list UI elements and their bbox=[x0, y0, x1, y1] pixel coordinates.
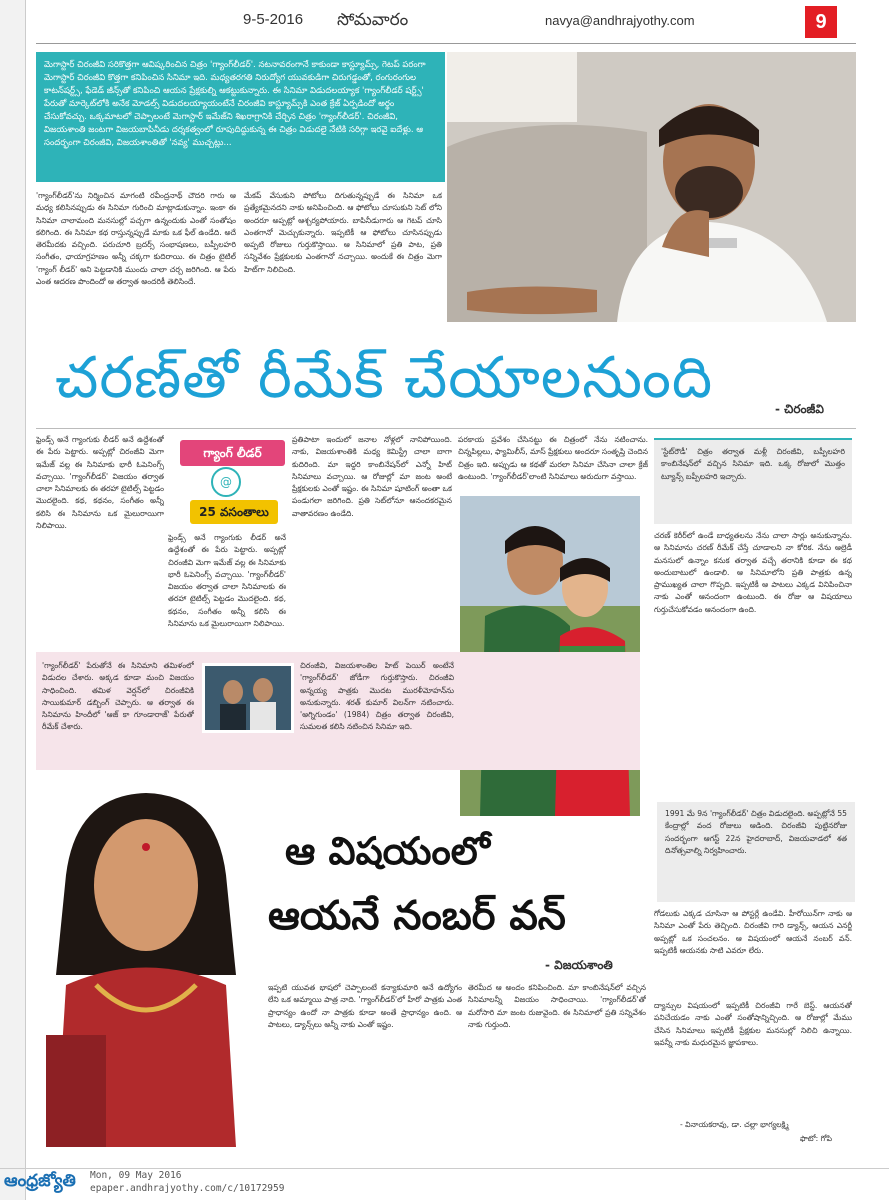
article-column-bottom-1: ఇప్పటి యువత భాషలో చెప్పాలంటే కన్యాకుమారి అనే ఉద్యోగం లేని ఒక అమ్మాయి పాత్ర నాది. 'గ్యాంగ్‌లీడర్'లో హీరో పాత్రకు ఎంత ప్రాధాన్యం ఉందో నా పాత్రకు కూడా అంతే ప్రాధాన్యం ఉంది. ఆ పాటలు, డ్యాన్స్‌లు అన్నీ నాకు ఎంతో ఇష్టం. bbox=[268, 983, 462, 1029]
secondary-headline-line1: ఆ విషయంలో bbox=[285, 829, 490, 873]
article-column-bottom-3b: ద్యాన్సుల విషయంలో ఇప్పటికీ చిరంజీవి గారే బెస్ట్. ఆయనతో పనిచేయడం నాకు ఎంతో సంతోషాన్నిచ్చింది. ఆ రోజుల్లో మేము చేసిన సినిమాలు ఇప్పటికీ ప్రేక్షకుల మనసుల్లో నిలిచి ఉన్నాయి. ఇవన్నీ నాకు మధురమైన జ్ఞాపకాలు. bbox=[654, 1001, 852, 1047]
pink-column-left: 'గ్యాంగ్‌లీడర్' పేరుతోనే ఈ సినిమాని తమిళంలో విడుదల చేశారు. అక్కడ కూడా మంచి విజయం సాధించింది. తమిళ వెర్షన్‌లో చిరంజీవికి సాయికుమార్ డబ్బింగ్ చెప్పారు. ఆ తర్వాత ఈ సినిమాను హిందీలో 'ఆజ్ కా గూండారాజ్' పేరుతో రీమేక్ చేశారు. bbox=[42, 661, 194, 732]
intro-text: మెగాస్టార్ చిరంజీవి సరికొత్తగా ఆవిష్కరించిన చిత్రం 'గ్యాంగ్‌లీడర్'. నటనావరంగానే కాకుండా కాస్ట్యూమ్స్, గెటప్ పరంగా మెగాస్టార్ చిరంజీవి కొత్తగా కనిపించిన సినిమా ఇది. మధ్యతరగతి నిరుద్యోగ యువకుడిగా చిరుగడ్డంతో, రంగురంగుల కాటన్‌షర్ట్స్, ఫేడెడ్ జీన్స్‌తో కనిపించి ఆయన ప్రేక్షకుల్ని ఆకట్టుకున్నారు. ఈ సినిమా విడుదలయ్యాక 'గ్యాంగ్‌లీడర్ షర్ట్స్' పేరుతో మార్కెట్‌లోకి అనేక మోడల్స్ విడుదలయ్యాయంటేనే చిరంజీవి కాస్ట్యూమ్స్‌కి ఎంత క్రేజ్ ఏర్పడిందో అర్థం చేసుకోవచ్చు. ఒక్కమాటలో చెప్పాలంటే మెగాస్టార్ ఇమేజ్‌ని శిఖరాగ్రానికి చేర్చిన చిత్రం 'గ్యాంగ్‌లీడర్'. చిరంజీవి, విజయశాంతి జంటగా విజయబాపినీడు దర్శకత్వంలో రూపుదిద్దుకున్న ఈ చిత్రం విడుదలై నేటికి సరిగ్గా ఇరవై ఐదేళ్లు. ఆ సందర్భంగా చిరంజీవి, విజయశాంతితో 'నవ్య' ముచ్చట్లు... bbox=[44, 60, 426, 148]
footer-date: Mon, 09 May 2016 bbox=[90, 1170, 182, 1181]
footer-meta bbox=[90, 1169, 284, 1195]
author-signoff: - వినాయకరావు, డా. చల్లా భాగ్యలక్ష్మి bbox=[680, 1120, 789, 1129]
article-column-mid-2: ప్రతిపాటా ఇందులో జనాల నోళ్లలో నానిపోయింది. నాకు, విజయశాంతికి మధ్య కెమిస్ట్రీ చాలా బాగా కుదిరింది. మా ఇద్దరి కాంబినేషన్‌లో ఎన్నో హిట్ సినిమాలు వచ్చాయి. ఆ రోజుల్లో మా జంట అంటే ప్రేక్షకులకు ఎంతో ఇష్టం. ఈ సినిమా షూటింగ్ అంతా ఒక పండుగలా జరిగింది. ప్రతి సెట్‌లోనూ ఆనందకరమైన వాతావరణం ఉండేది. bbox=[292, 435, 452, 518]
article-column-mid-3: పరకాయ ప్రవేశం చేసినట్టు ఈ చిత్రంలో నేను నటించాను. చిన్నపిల్లలు, ఫ్యామిలీస్, మాస్ ప్రేక్షకులు అందరూ సంతృప్తి చెందిన చిత్రం ఇది. అప్పుడు ఆ కథతో మరలా సినిమా చేసినా చాలా క్రేజ్ ఉంటుంది. 'గ్యాంగ్‌లీడర్'లాంటి సినిమాలు అరుదుగా వస్తాయి. bbox=[458, 435, 648, 481]
vijayashanti-portrait-photo bbox=[36, 775, 254, 1147]
article-column-right: చరణ్ కెరీర్‌లో ఉండే బాధ్యతలను నేను చాలా సార్లు అనుకున్నాను. ఆ సినిమాను చరణ్ రీమేక్ చేస్తే చూడాలని నా కోరిక. నేను ఆల్రెడీ మనసులో ఉన్నాం కనుక తర్వాత వచ్చే తరానికి కూడా ఈ కథ అందుబాటులో ఉండాలి. ఆ సినిమాలోని ప్రతి పాత్రకు ఉన్న ప్రాముఖ్యత చాలా గొప్పది. ఇప్పటికీ ఆ పాటలు ఎక్కడ వినిపించినా నాకు ఎంతో ఆనందంగా ఉంటుంది. ఈ రోజు ఆ విషయాలు గుర్తుచేసుకోవడం ఆనందంగా ఉంది. bbox=[654, 531, 852, 614]
article-column-top-left: 'గ్యాంగ్‌లీడర్'ను నిర్మించిన మాగంటి రవీంద్రనాథ్ చౌదరి గారు ఆ మధ్య కలిసినప్పుడు ఈ సినిమా గురించి మాట్లాడుకున్నాం. ఇంకా ఈ సినిమా చాలామంది మనసుల్లో పచ్చగా ఉన్నందుకు ఎంతో సంతోషం కలిగింది. ఈ సినిమా కథ రాస్తున్నప్పుడే మాకు ఒక ఫీల్ ఉండేది. అదే తెరమీదకు వచ్చింది. పరుచూరి బ్రదర్స్ సంభాషణలు, బప్పీలహరి సంగీతం, ఛాయాగ్రహణం అన్నీ చక్కగా కుదిరాయి. ఈ చిత్రం టైటిల్ 'గ్యాంగ్ లీడర్' అని పెట్టడానికి ముందు చాలా చర్చ జరిగింది. ఆ పేరు ఎంత ఆదరణ పొందిందో ఆ తర్వాత అందరికీ తెలిసిందే. bbox=[36, 191, 236, 287]
badge-at: @ bbox=[211, 467, 241, 497]
article-column-mid-1b: ఫ్రెండ్స్ అనే గ్యాంగుకు లీడర్ అనే ఉద్దేశంతో ఈ పేరు పెట్టారు. అప్పట్లో చిరంజీవి మెగా ఇమేజ్ వల్ల ఈ సినిమాకు భారీ ఓపెనింగ్స్ వచ్చాయి. 'గ్యాంగ్‌లీడర్' విజయం తర్వాత చాలా సినిమాలకు ఈ తరహా టైటిల్స్ పెట్టడం మొదలైంది. కథ, కథనం, సంగీతం అన్నీ కలిసి ఈ సినిమాను ఒక మైలురాయిగా నిలిపాయి. bbox=[168, 533, 286, 629]
footer-url[interactable]: epaper.andhrajyothy.com/c/10172959 bbox=[90, 1183, 285, 1194]
header-date: 9-5-2016 bbox=[243, 11, 304, 28]
header-email[interactable]: navya@andhrajyothy.com bbox=[545, 13, 695, 28]
footer-logo: ఆంధ్రజ్యోతి bbox=[4, 1171, 76, 1191]
release-info-text: 1991 మే 9న 'గ్యాంగ్‌లీడర్' చిత్రం విడుదలైంది. అప్పట్లోనే 55 కేంద్రాల్లో వంద రోజులు ఆడింది. చిరంజీవి పుట్టినరోజు సందర్భంగా ఆగస్ట్ 22న హైదరాబాద్, విజయవాడలో శత దినోత్సవాల్ని నిర్వహించారు. bbox=[665, 809, 847, 855]
side-info-text: 'స్టేట్‌రౌడీ' చిత్రం తర్వాత మళ్లీ చిరంజీవి, బప్పీలహరి కాంబినేషన్‌లో వచ్చిన సినిమా ఇది. ఒక్క రోజులో మొత్తం ట్యూన్స్ బప్పీలహరి ఇచ్చారు. bbox=[661, 447, 845, 481]
release-info-box bbox=[657, 802, 855, 902]
badge-years: 25 వసంతాలు bbox=[190, 500, 278, 524]
page-number: 9 bbox=[805, 6, 837, 38]
article-column-mid-1: ఫ్రెండ్స్ అనే గ్యాంగుకు లీడర్ అనే ఉద్దేశంతో ఈ పేరు పెట్టారు. అప్పట్లో చిరంజీవి మెగా ఇమేజ్ వల్ల ఈ సినిమాకు భారీ ఓపెనింగ్స్ వచ్చాయి. 'గ్యాంగ్‌లీడర్' విజయం తర్వాత చాలా సినిమాలకు ఈ తరహా టైటిల్స్ పెట్టడం మొదలైంది. కథ, కథనం, సంగీతం అన్నీ కలిసి ఈ సినిమాను ఒక మైలురాయిగా నిలిపాయి. bbox=[36, 435, 164, 531]
header-day: సోమవారం bbox=[337, 10, 409, 30]
secondary-headline-credit: - విజయశాంతి bbox=[545, 958, 613, 972]
main-headline-credit: - చిరంజీవి bbox=[775, 402, 824, 416]
header-divider bbox=[36, 43, 856, 44]
article-column-top-mid: మేకప్ వేసుకుని పోటోలు దిగుతున్నప్పుడే ఈ సినిమా ఒక ప్రత్యేకమైనదని నాకు అనిపించింది. ఆ ఫోటోలు చూసుకుని సెట్ లోని అందరూ అప్పట్లో ఆశ్చర్యపోయారు. బాపినీడుగారు ఆ గెటప్ చూసి ఎంతగానో మెచ్చుకున్నారు. ఇప్పటికీ ఆ ఫోటోలు చూసినప్పుడు అప్పటి రోజులు గుర్తుకొస్తాయి. ఆ సినిమాలో ప్రతి పాట, ప్రతి సన్నివేశం ప్రేక్షకులకు ఎంతగానో నచ్చాయి. అందుకే ఈ చిత్రం మెగా హిట్‌గా నిలిచింది. bbox=[244, 191, 442, 274]
page-edge-strip bbox=[0, 0, 26, 1200]
pink-column-mid: చిరంజీవి, విజయశాంతిల హిట్ పెయిర్ అంటేనే 'గ్యాంగ్‌లీడర్' జోడీగా గుర్తుకొస్తారు. చిరంజీవి అన్నయ్య పాత్రకు మొదట మురళీమోహన్‌ను అనుకున్నారు. శరత్ కుమార్ విలన్‌గా నటించారు. 'అగ్నిగుండం' (1984) చిత్రం తర్వాత చిరంజీవి, సుమలత కలిసి నటించిన సినిమా ఇది. bbox=[300, 661, 454, 732]
main-headline: చరణ్‌తో రీమేక్ చేయాలనుంది bbox=[55, 345, 714, 411]
small-inset-photo bbox=[202, 663, 294, 733]
intro-summary-box bbox=[36, 52, 445, 182]
article-column-bottom-3: గోడలుకు ఎక్కడ చూసినా ఆ పోస్టర్లే ఉండేవి. హీరోయిన్‌గా నాకు ఆ సినిమా ఎంతో పేరు తెచ్చింది. చిరంజీవి గారి డ్యాన్స్, ఆయన ఎనర్జీ అప్పట్లో ఒక సంచలనం. ఆ విషయంలో ఆయనే నంబర్ వన్. ఇప్పటికీ ఆయనకు సాటి ఎవరూ లేరు. bbox=[654, 909, 852, 955]
photo-credit: ఫొటో: గోపి bbox=[800, 1134, 833, 1143]
secondary-headline-line2: ఆయనే నంబర్ వన్ bbox=[268, 893, 566, 939]
headline-divider bbox=[36, 428, 856, 429]
side-info-box bbox=[654, 438, 852, 524]
article-column-bottom-2: తెరమీద ఆ అందం కనిపించింది. మా కాంబినేషన్‌లో వచ్చిన సినిమాలన్నీ విజయం సాధించాయి. 'గ్యాంగ్‌లీడర్'తో మరోసారి మా జంట రుజువైంది. ఈ సినిమాలో ప్రతి సన్నివేశం నాకు గుర్తుంది. bbox=[468, 983, 646, 1029]
chiranjeevi-portrait-photo bbox=[447, 52, 856, 322]
badge-title: గ్యాంగ్ లీడర్ bbox=[180, 440, 285, 466]
anniversary-badge bbox=[168, 440, 286, 528]
